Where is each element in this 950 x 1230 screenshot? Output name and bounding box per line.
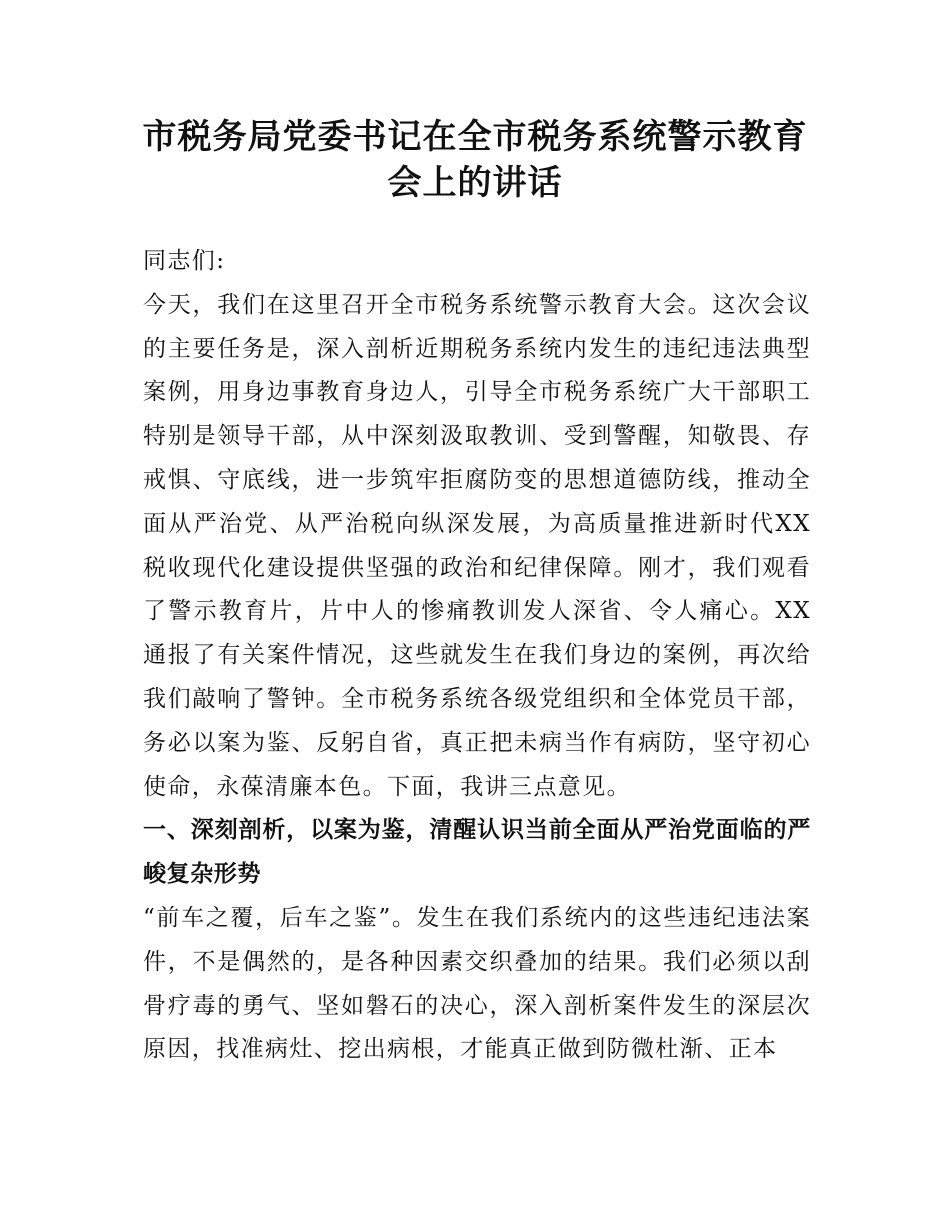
document-title: [120, 114, 830, 206]
body-paragraph-2: “前车之覆，后车之鉴”。发生在我们系统内的这些违纪违法案件，不是偶然的，是各种因素交织叠加的结果。我们必须以刮骨疗毒的勇气、坚如磐石的决心，深入剖析案件发生的深层次原因，找准病灶、挖出病根，才能真正做到防微杜渐、正本: [143, 904, 811, 1063]
document-title-line-2: 会上的讲话: [387, 163, 563, 203]
section-heading-1: 一、深刻剖析，以案为鉴，清醒认识当前全面从严治党面临的严峻复杂形势: [143, 817, 811, 888]
salutation: 同志们:: [143, 248, 226, 274]
document-body: [143, 240, 811, 1072]
document-title-line-1: 市税务局党委书记在全市税务系统警示教育: [142, 117, 808, 157]
body-paragraph-1: 今天，我们在这里召开全市税务系统警示教育大会。这次会议的主要任务是，深入剖析近期税务系统内发生的违纪违法典型案例，用身边事教育身边人，引导全市税务系统广大干部职工特别是领导干部，从中深刻汲取教训、受到警醒，知敬畏、存戒惧、守底线，进一步筑牢拒腐防变的思想道德防线，推动全面从严治党、从严治税向纵深发展，为高质量推进新时代XX税收现代化建设提供坚强的政治和纪律保障。刚才，我们观看了警示教育片，片中人的惨痛教训发人深省、令人痛心。XX通报了有关案件情况，这些就发生在我们身边的案例，再次给我们敲响了警钟。全市税务系统各级党组织和全体党员干部，务必以案为鉴、反躬自省，真正把未病当作有病防，坚守初心使命，永葆清廉本色。下面，我讲三点意见。: [143, 291, 811, 800]
